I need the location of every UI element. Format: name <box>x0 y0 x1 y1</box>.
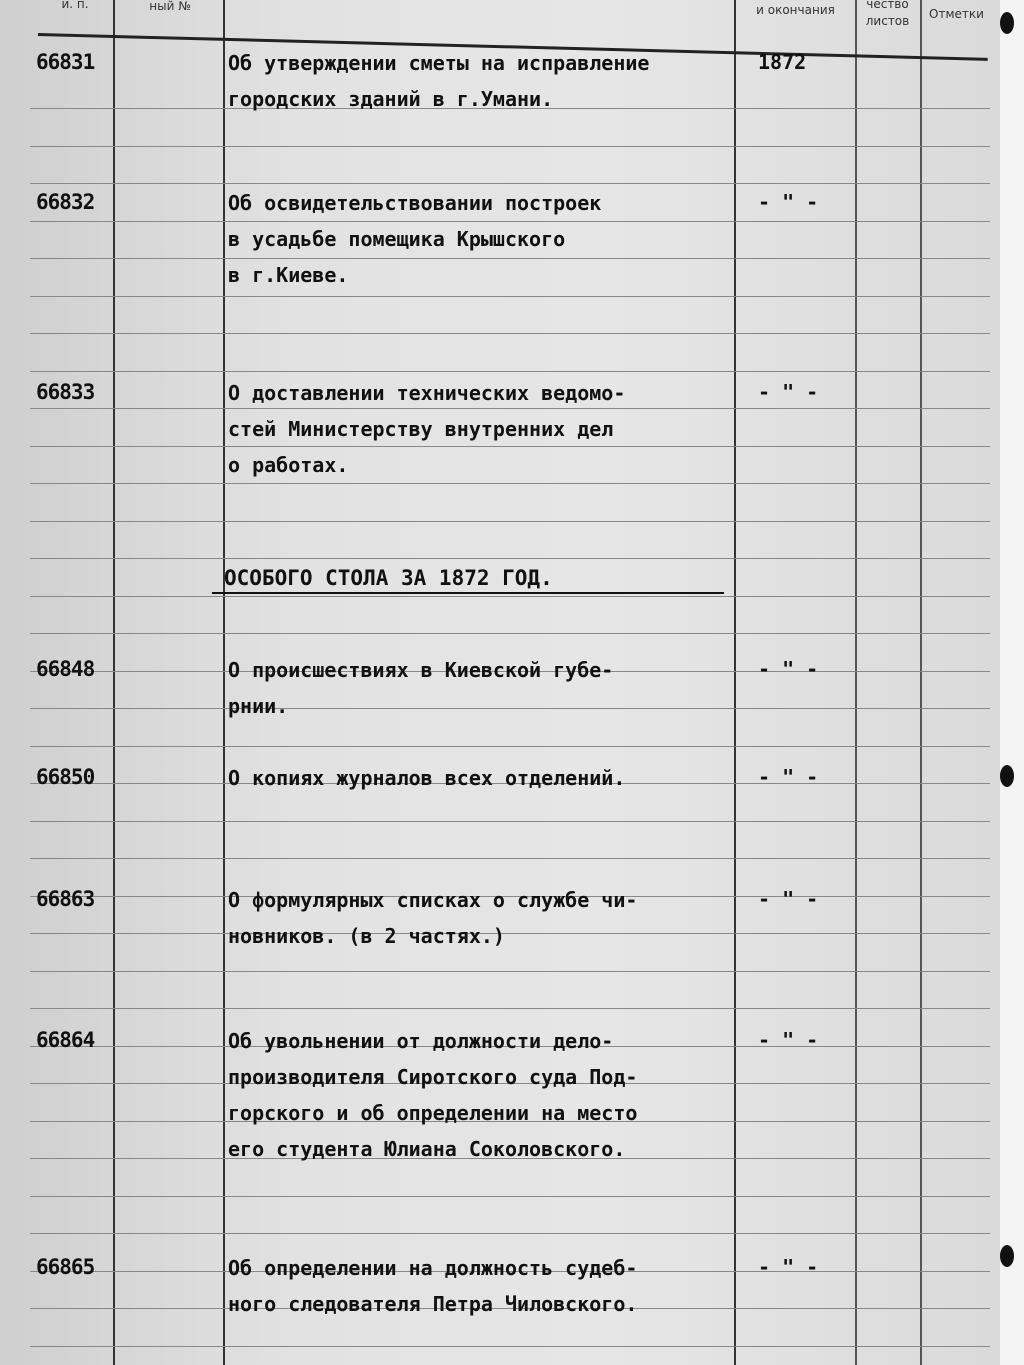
entry-text: О происшествиях в Киевской губе- рнии. <box>228 658 614 718</box>
entry-text: Об определении на должность судеб- ного следователя Петра Чиловского. <box>228 1256 638 1316</box>
column-divider <box>855 0 857 1365</box>
ruled-line <box>30 558 990 559</box>
entry-text: Об увольнении от должности дело- производителя Сиротского суда Под- горского и об определении на место его студента Юлиана Соколовского. <box>228 1029 638 1161</box>
entry-number: 66831 <box>36 50 95 74</box>
entry-date: - " - <box>758 657 819 681</box>
entry-text: Об утверждении сметы на исправление городских зданий в г.Умани. <box>228 51 650 111</box>
entry-number: 66833 <box>36 380 95 404</box>
ruled-line <box>30 371 990 372</box>
ruled-line <box>30 1196 990 1197</box>
ruled-line <box>30 1346 990 1347</box>
entry-number: 66865 <box>36 1255 95 1279</box>
header-notes: Отметки <box>929 7 984 21</box>
ruled-line <box>30 633 990 634</box>
ruled-line <box>30 183 990 184</box>
header-number: и. п. <box>61 0 89 11</box>
ruled-line <box>30 1008 990 1009</box>
header-sheets: чество листов <box>865 0 910 28</box>
entry-date: - " - <box>758 887 819 911</box>
entry-date: - " - <box>758 190 819 214</box>
entry-number: 66863 <box>36 887 95 911</box>
entry-date: - " - <box>758 1255 819 1279</box>
ruled-line <box>30 971 990 972</box>
ruled-line <box>30 596 990 597</box>
ruled-line <box>30 296 990 297</box>
binder-hole <box>1000 765 1014 787</box>
entry-date: - " - <box>758 765 819 789</box>
column-divider <box>734 0 736 1365</box>
entry-text: Об освидетельствовании построек в усадьбе помещика Крышского в г.Киеве. <box>228 191 602 287</box>
ruled-line <box>30 821 990 822</box>
column-divider <box>113 0 115 1365</box>
entry-date: - " - <box>758 1028 819 1052</box>
header-inventory: ный № <box>149 0 191 13</box>
entry-text: О копиях журналов всех отделений. <box>228 766 626 790</box>
entry-date: - " - <box>758 380 819 404</box>
header-dates: и окончания <box>756 3 835 17</box>
ruled-line <box>30 858 990 859</box>
ruled-line <box>30 333 990 334</box>
column-divider <box>223 0 225 1365</box>
entry-number: 66848 <box>36 657 95 681</box>
entry-date: 1872 <box>758 50 807 74</box>
ruled-line <box>30 146 990 147</box>
ruled-line <box>30 521 990 522</box>
column-divider <box>920 0 922 1365</box>
ruled-line <box>30 1233 990 1234</box>
ruled-line <box>30 746 990 747</box>
entry-number: 66864 <box>36 1028 95 1052</box>
entry-number: 66850 <box>36 765 95 789</box>
binder-hole <box>1000 1245 1014 1267</box>
entry-text: О доставлении технических ведомо- стей Министерству внутренних дел о работах. <box>228 381 626 477</box>
entry-number: 66832 <box>36 190 95 214</box>
page-edge <box>1000 0 1024 1365</box>
entry-text: О формулярных списках о службе чи- новников. (в 2 частях.) <box>228 888 638 948</box>
section-heading: ОСОБОГО СТОЛА ЗА 1872 ГОД. <box>212 566 724 594</box>
ruled-line <box>30 483 990 484</box>
binder-hole <box>1000 12 1014 34</box>
